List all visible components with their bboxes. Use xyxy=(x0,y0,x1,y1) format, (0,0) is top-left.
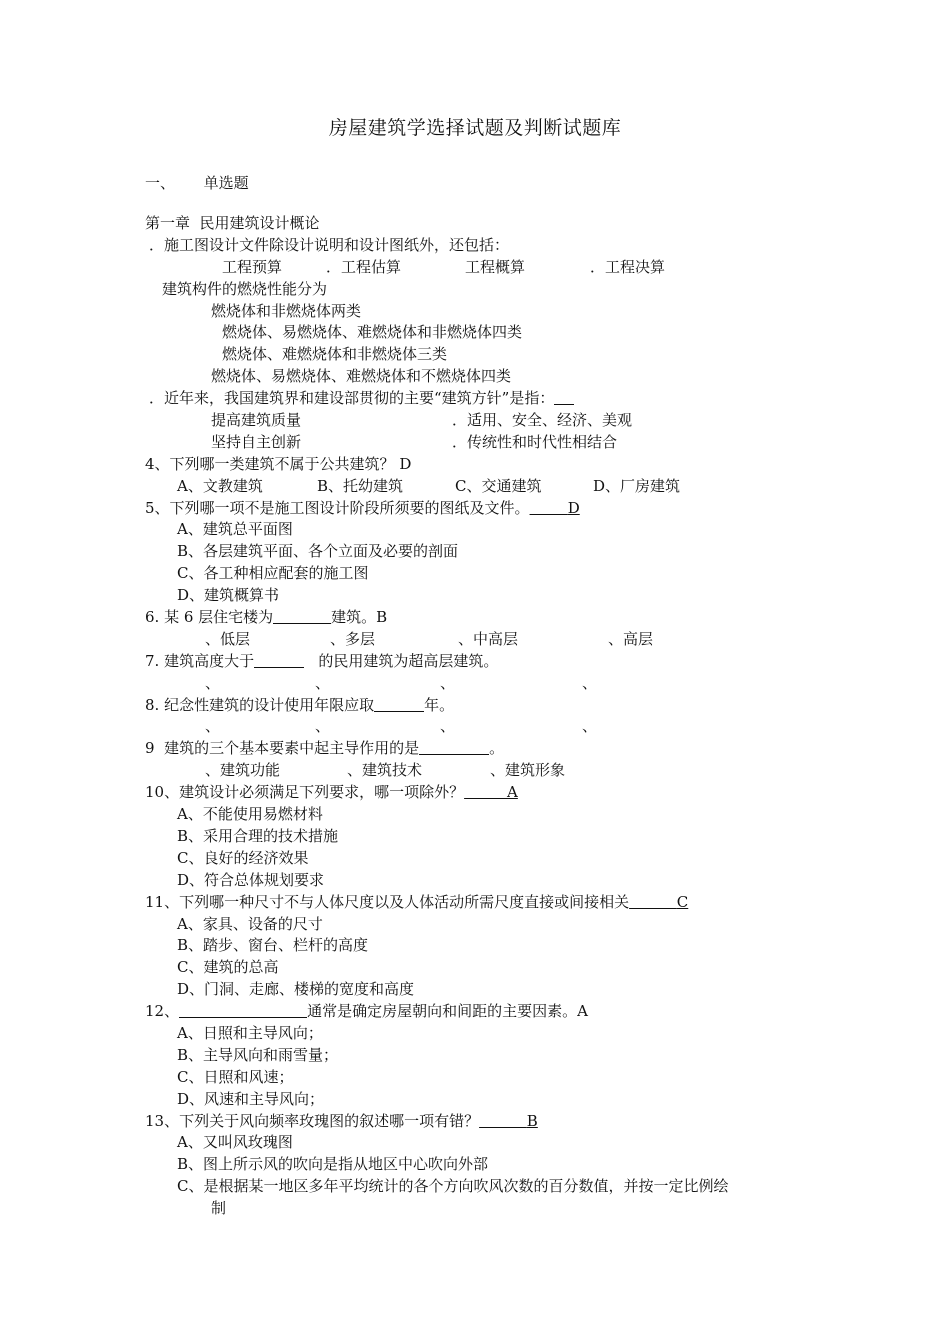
option: 、 xyxy=(205,673,221,692)
option-row xyxy=(0,760,950,782)
option: 、中高层 xyxy=(458,629,519,648)
option: 燃烧体、难燃烧体和非燃烧体三类 xyxy=(222,345,448,364)
question-stem: 建筑构件的燃烧性能分为 xyxy=(162,279,328,298)
option: B、踏步、窗台、栏杆的高度 xyxy=(177,936,369,955)
option-row xyxy=(0,585,950,607)
option: 、 xyxy=(315,717,331,736)
option-row xyxy=(0,301,950,323)
option-continuation: 制 xyxy=(211,1199,227,1218)
option-row xyxy=(0,1023,950,1045)
question-10 xyxy=(0,782,950,804)
option-row xyxy=(0,322,950,344)
question-13 xyxy=(0,1111,950,1133)
option: B、主导风向和雨雪量； xyxy=(177,1045,339,1064)
question-stem xyxy=(145,1111,538,1133)
answer-blank xyxy=(273,607,331,624)
option: D、建筑概算书 xyxy=(177,586,280,605)
option-row xyxy=(0,1132,950,1154)
option: A、文教建筑 xyxy=(177,476,263,495)
question-6 xyxy=(0,607,950,629)
question-stem xyxy=(145,892,688,914)
answer-blank xyxy=(374,695,424,712)
option: C、各工种相应配套的施工图 xyxy=(177,564,369,583)
question-7 xyxy=(0,651,950,673)
answer-letter: A xyxy=(507,783,518,802)
chapter-heading xyxy=(0,213,950,235)
option-row xyxy=(0,410,950,432)
option-row xyxy=(0,1198,950,1220)
question-1 xyxy=(0,235,950,257)
answer-letter: D xyxy=(567,498,580,517)
option-row xyxy=(0,1045,950,1067)
option: 、 xyxy=(205,717,221,736)
option: 燃烧体、易燃烧体、难燃烧体和不燃烧体四类 xyxy=(211,367,512,386)
option: D、厂房建筑 xyxy=(593,476,681,495)
option: 、建筑技术 xyxy=(347,761,423,780)
option: 、建筑功能 xyxy=(205,761,281,780)
option-row xyxy=(0,957,950,979)
option: B、托幼建筑 xyxy=(317,476,404,495)
option-row xyxy=(0,1154,950,1176)
answer-filled xyxy=(479,1112,538,1130)
option: 、 xyxy=(440,673,456,692)
option-row xyxy=(0,870,950,892)
question-5 xyxy=(0,498,950,520)
option-row xyxy=(0,935,950,957)
option-row xyxy=(0,476,950,498)
option: 燃烧体、易燃烧体、难燃烧体和非燃烧体四类 xyxy=(222,323,523,342)
question-2 xyxy=(0,279,950,301)
question-stem-text: 13、下列关于风向频率玫瑰图的叙述哪一项有错？ xyxy=(145,1111,480,1130)
answer-filled xyxy=(629,893,688,911)
question-stem-text: 。 xyxy=(489,739,505,758)
answer-blank xyxy=(554,388,574,405)
option: A、又叫风玫瑰图 xyxy=(177,1133,293,1152)
answer-letter: B xyxy=(526,1111,538,1130)
question-stem xyxy=(145,738,504,760)
section-label: 单选题 xyxy=(203,174,249,192)
option-row xyxy=(0,914,950,936)
question-3 xyxy=(0,388,950,410)
question-stem-text: ．近年来，我国建筑界和建设部贯彻的主要“建筑方针”是指： xyxy=(149,389,555,408)
option: B、采用合理的技术措施 xyxy=(177,826,339,845)
option: C、是根据某一地区多年平均统计的各个方向吹风次数的百分数值，并按一定比例绘 xyxy=(177,1177,729,1196)
page-title: 房屋建筑学选择试题及判断试题库 xyxy=(328,117,622,139)
option: 工程预算 xyxy=(222,257,283,276)
option-row xyxy=(0,629,950,651)
question-stem xyxy=(145,695,454,717)
question-stem xyxy=(149,388,574,410)
option: 、低层 xyxy=(205,629,251,648)
option: 、建筑形象 xyxy=(490,761,566,780)
question-stem xyxy=(145,651,498,673)
option: 、 xyxy=(315,673,331,692)
question-stem xyxy=(145,1001,588,1023)
option: D、符合总体规划要求 xyxy=(177,870,325,889)
question-stem-text: 建筑。B xyxy=(331,608,388,627)
question-stem: ．施工图设计文件除设计说明和设计图纸外，还包括： xyxy=(149,235,510,254)
option: 、高层 xyxy=(608,629,654,648)
option-row xyxy=(0,344,950,366)
option-row xyxy=(0,541,950,563)
section-number: 一、 xyxy=(145,174,176,192)
question-stem-text: 年。 xyxy=(424,695,455,714)
option: C、建筑的总高 xyxy=(177,958,279,977)
option: ．适用、安全、经济、美观 xyxy=(452,411,633,430)
option: ．工程决算 xyxy=(590,257,666,276)
question-8 xyxy=(0,695,950,717)
option: 提高建筑质量 xyxy=(211,411,302,430)
option: D、门洞、走廊、楼梯的宽度和高度 xyxy=(177,980,415,999)
option-row xyxy=(0,1176,950,1198)
question-1-options xyxy=(0,257,950,279)
question-stem-text: 11、下列哪一种尺寸不与人体尺度以及人体活动所需尺度直接或间接相关 xyxy=(145,892,630,911)
question-4 xyxy=(0,454,950,476)
option: 、 xyxy=(440,717,456,736)
answer-blank xyxy=(419,738,489,755)
option-row xyxy=(0,519,950,541)
question-stem-text: 7. 建筑高度大于 xyxy=(145,651,255,670)
option: A、家具、设备的尺寸 xyxy=(177,914,323,933)
question-stem xyxy=(145,782,518,804)
question-stem: 4、下列哪一类建筑不属于公共建筑？ D xyxy=(145,454,412,473)
option-row xyxy=(0,804,950,826)
option: B、图上所示风的吹向是指从地区中心吹向外部 xyxy=(177,1155,489,1174)
question-stem-text: 6. 某 6 层住宅楼为 xyxy=(145,608,274,627)
option: 、 xyxy=(582,673,598,692)
option-row xyxy=(0,826,950,848)
answer-filled xyxy=(530,499,580,517)
chapter-title: 第一章 民用建筑设计概论 xyxy=(145,214,320,232)
option: C、日照和风速； xyxy=(177,1067,294,1086)
option: 工程概算 xyxy=(465,257,526,276)
question-list xyxy=(0,213,950,1220)
question-stem-text: 10、建筑设计必须满足下列要求，哪一项除外？ xyxy=(145,783,465,802)
question-stem-text: 通常是确定房屋朝向和间距的主要因素。A xyxy=(307,1002,588,1021)
option-row xyxy=(0,432,950,454)
option: B、各层建筑平面、各个立面及必要的剖面 xyxy=(177,542,459,561)
option: 、多层 xyxy=(330,629,376,648)
section-heading xyxy=(145,172,249,193)
option: 燃烧体和非燃烧体两类 xyxy=(211,301,362,320)
question-9 xyxy=(0,738,950,760)
option-row xyxy=(0,563,950,585)
option: ．传统性和时代性相结合 xyxy=(452,432,618,451)
question-11 xyxy=(0,892,950,914)
answer-filled xyxy=(464,783,518,801)
option-row xyxy=(0,979,950,1001)
option-row xyxy=(0,716,950,738)
option: A、不能使用易燃材料 xyxy=(177,805,323,824)
option: A、日照和主导风向； xyxy=(177,1023,323,1042)
answer-letter: C xyxy=(676,892,689,911)
option-row xyxy=(0,673,950,695)
option: D、风速和主导风向； xyxy=(177,1089,325,1108)
option: C、交通建筑 xyxy=(455,476,542,495)
option: ．工程估算 xyxy=(326,257,402,276)
answer-blank xyxy=(179,1001,307,1018)
option: 坚持自主创新 xyxy=(211,432,302,451)
question-stem-text: 5、下列哪一项不是施工图设计阶段所须要的图纸及文件。 xyxy=(145,498,530,517)
option: A、建筑总平面图 xyxy=(177,520,293,539)
question-stem-text: 9 建筑的三个基本要素中起主导作用的是 xyxy=(145,739,420,758)
option-row xyxy=(0,1089,950,1111)
answer-blank xyxy=(254,651,304,668)
question-stem-text: 12、 xyxy=(145,1002,180,1021)
question-stem xyxy=(145,607,387,629)
question-stem xyxy=(145,498,580,520)
option: C、良好的经济效果 xyxy=(177,848,309,867)
question-stem-text: 的民用建筑为超高层建筑。 xyxy=(318,651,499,670)
question-12 xyxy=(0,1001,950,1023)
option-row xyxy=(0,1067,950,1089)
option: 、 xyxy=(582,717,598,736)
question-stem-text: 8. 纪念性建筑的设计使用年限应取 xyxy=(145,695,375,714)
option-row xyxy=(0,366,950,388)
option-row xyxy=(0,848,950,870)
